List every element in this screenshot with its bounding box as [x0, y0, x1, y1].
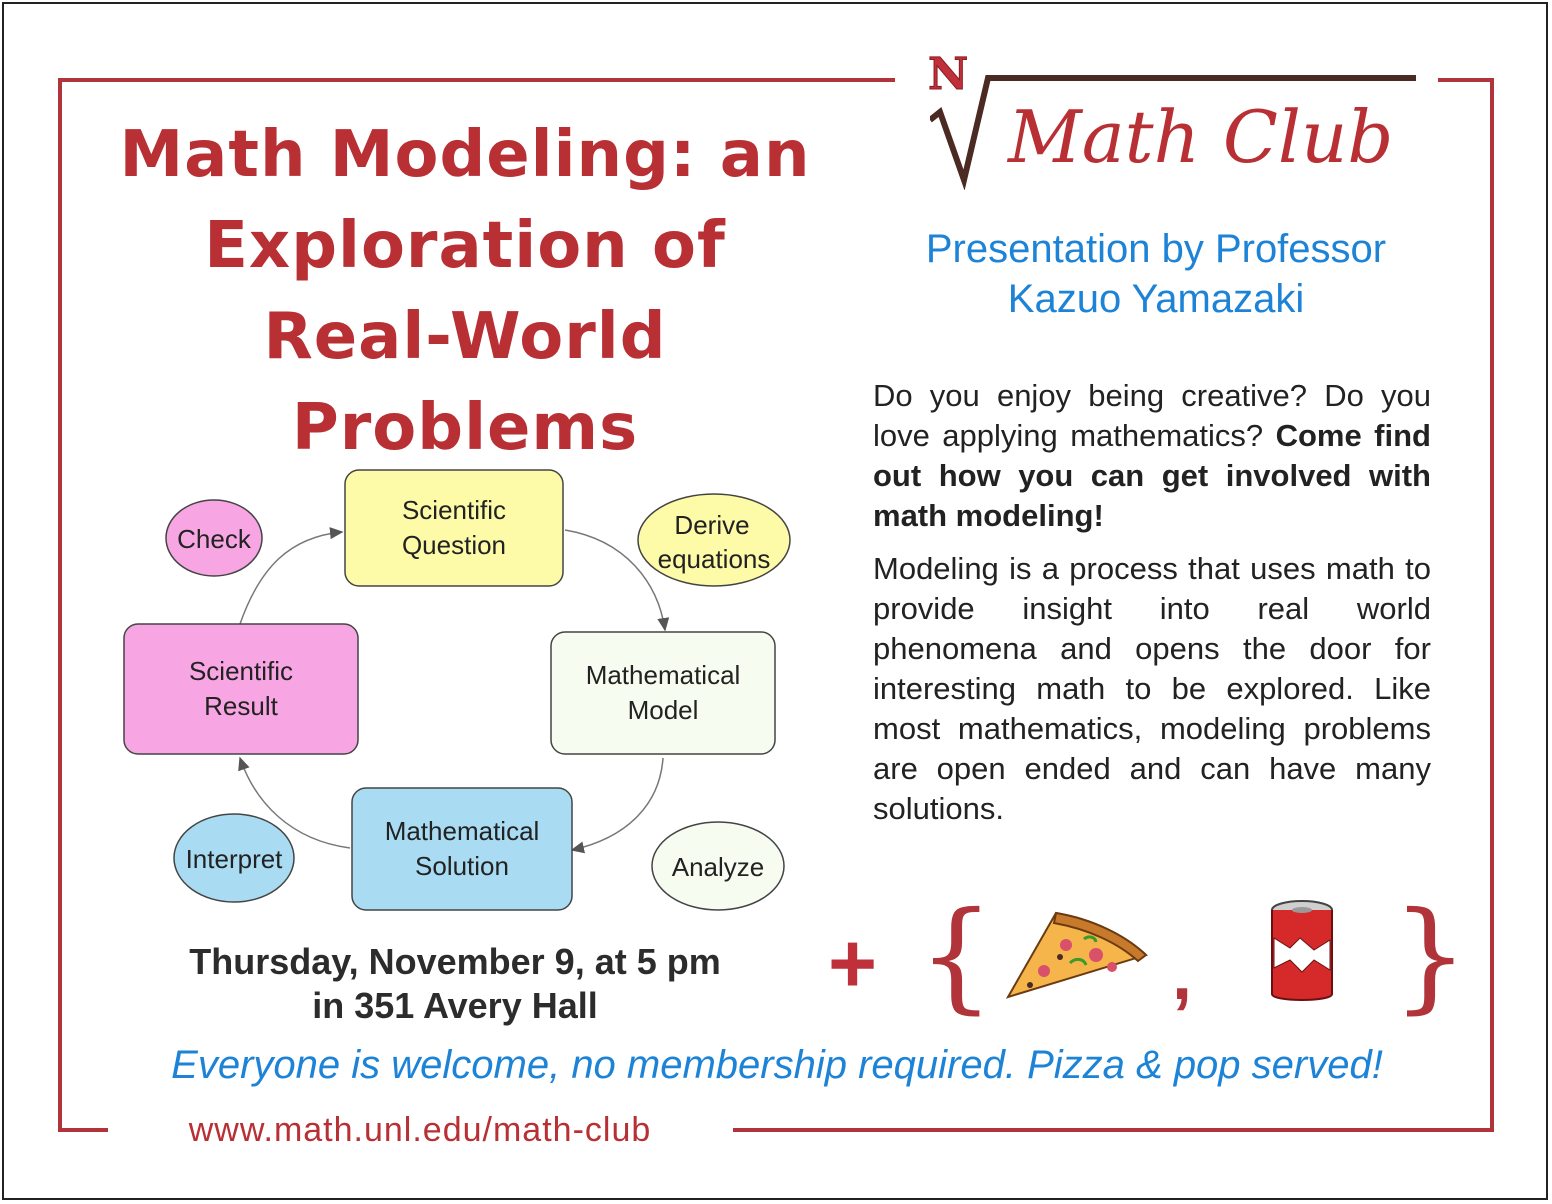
box-label: Mathematical: [384, 816, 540, 846]
oval-label: Interpret: [185, 844, 283, 874]
event-title: [70, 110, 860, 474]
description-question: Do you enjoy being creative? Do you love applying mathematics?: [873, 378, 1431, 453]
website-url: www.math.unl.edu/math-club: [188, 1111, 652, 1149]
description-paragraph-1: [873, 376, 1431, 536]
box-label: Scientific: [188, 656, 294, 686]
box-label: Result: [204, 691, 278, 721]
box-mathematical-model: [551, 632, 775, 754]
presenter-line: Kazuo Yamazaki: [1007, 277, 1305, 321]
oval-analyze: [652, 822, 784, 910]
title-line: Math Modeling: an: [119, 118, 811, 192]
oval-interpret: [174, 814, 294, 902]
event-location: in 351 Avery Hall: [312, 985, 598, 1026]
arrow-model-to-solution: [572, 758, 663, 850]
open-brace: {: [918, 887, 995, 1026]
pizza-slice-icon: [1000, 905, 1150, 1005]
description: [873, 376, 1431, 842]
event-details: [120, 940, 790, 1028]
box-label: Solution: [415, 851, 509, 881]
comma-separator: ,: [1172, 935, 1193, 1015]
oval-label: Derive: [674, 510, 750, 540]
nebraska-n-logo: N: [928, 49, 969, 100]
box-label: Question: [401, 530, 507, 560]
box-mathematical-solution: [352, 788, 572, 910]
soda-can-icon: [1262, 898, 1342, 1008]
box-scientific-result: [124, 624, 358, 754]
presenter: [858, 224, 1454, 324]
title-line: Problems: [291, 391, 639, 465]
description-call-to-action: Come find out how you can get involved with math modeling!: [873, 418, 1431, 533]
description-paragraph-2: Modeling is a process that uses math to provide insight into real world phenomena and opens the door for interesting math to be explored. Like most mathematics, modeling problems are open ended and can have many solutions.: [873, 551, 1431, 826]
box-label: Scientific: [401, 495, 507, 525]
box-scientific-question: [345, 470, 563, 586]
oval-check: [166, 500, 262, 576]
title-line: Real-World: [263, 300, 667, 374]
plus-sign: +: [828, 916, 878, 1010]
presenter-line: Presentation by Professor: [925, 227, 1387, 271]
oval-derive-equations: [638, 494, 790, 586]
title-line: Exploration of: [204, 209, 726, 283]
oval-label: Check: [177, 524, 251, 554]
club-name: Math Club: [1008, 95, 1394, 179]
event-date-time: Thursday, November 9, at 5 pm: [189, 941, 721, 982]
box-label: Model: [627, 695, 699, 725]
modeling-cycle-diagram: [110, 462, 810, 922]
oval-label: Analyze: [671, 852, 765, 882]
close-brace: }: [1392, 887, 1469, 1026]
oval-label: equations: [657, 544, 771, 574]
box-label: Mathematical: [585, 660, 741, 690]
welcome-message: Everyone is welcome, no membership required. Pizza & pop served!: [171, 1043, 1383, 1087]
